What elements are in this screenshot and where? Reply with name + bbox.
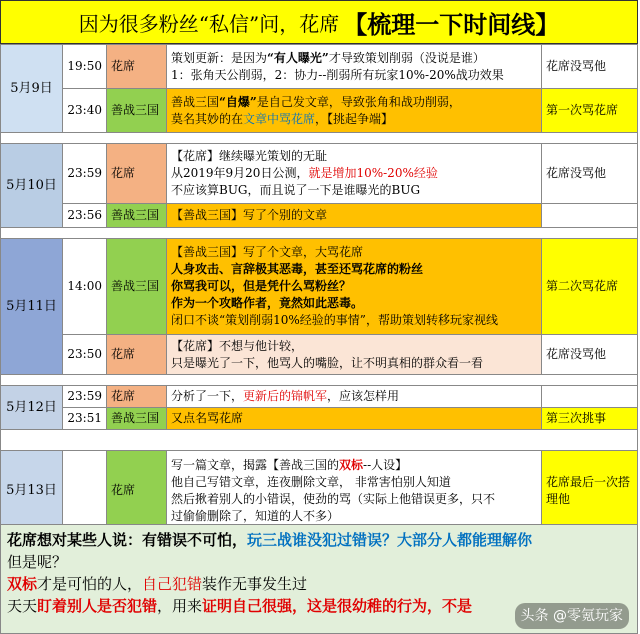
event-text: 【花席】继续曝光策划的无耻 (171, 149, 328, 163)
event-text: 闭口不谈“策划削弱10%经验的事情”，帮助策划转移玩家视线 (171, 313, 498, 327)
event-text: 不应该算BUG，而且说了一下是谁曝光的BUG (171, 183, 421, 197)
event-text: 就是增加10%-20%经验 (308, 166, 438, 180)
event-text: 是自己发文章，导致张角和战功削弱， (256, 94, 461, 109)
event-cell (167, 89, 542, 133)
date-cell: 5月13日 (1, 451, 63, 531)
event-text: 分析了一下， (171, 389, 244, 403)
table-row (1, 144, 638, 204)
time-cell: 23:40 (63, 89, 107, 133)
platform-cell: 善战三国 (107, 408, 167, 430)
platform-cell: 花席 (107, 335, 167, 375)
platform-cell: 善战三国 (107, 89, 167, 133)
event-text: 才导致策划削弱（没说是谁） (328, 50, 485, 65)
event-text: 作为一个攻略作者，竟然如此恶毒。 (171, 296, 364, 310)
platform-cell: 善战三国 (107, 239, 167, 335)
time-cell: 23:59 (63, 144, 107, 204)
event-text: “自爆” (219, 94, 257, 109)
time-cell: 23:51 (63, 408, 107, 430)
note-cell: 花席最后一次搭理他 (542, 451, 638, 531)
event-text: 从2019年9月20日公测， (171, 166, 309, 180)
footer-text: 双标 (7, 575, 38, 593)
event-text: 莫名其妙的在 (171, 111, 244, 126)
platform-cell: 善战三国 (107, 204, 167, 228)
event-text: 双标 (339, 457, 364, 472)
event-cell (167, 45, 542, 89)
event-text: 只是曝光了一下，他骂人的嘴脸，让不明真相的群众看一看 (171, 355, 484, 370)
event-text: --人设】 (363, 457, 408, 472)
table-row (1, 335, 638, 375)
event-cell (167, 335, 542, 375)
table-row (1, 89, 638, 133)
date-cell: 5月9日 (1, 45, 63, 133)
footer-text: 盯着别人是否犯错 (37, 597, 158, 615)
table-row (1, 451, 638, 531)
event-cell (167, 239, 542, 335)
title-highlight: 【梳理一下时间线】 (343, 9, 560, 39)
footer-text: 但是呢？ (7, 553, 68, 571)
event-text: 文章中骂花席 (243, 111, 316, 126)
note-cell: 花席没骂他 (542, 335, 638, 375)
time-cell: 19:50 (63, 45, 107, 89)
table-row (1, 204, 638, 228)
note-cell: 第三次挑事 (542, 408, 638, 430)
note-cell: 第二次骂花席 (542, 239, 638, 335)
note-cell (542, 204, 638, 228)
footer-text: ，用来 (157, 597, 203, 615)
table-row (1, 45, 638, 89)
event-text: 人身攻击、言辞极其恶毒，甚至还骂花席的粉丝 (171, 262, 424, 276)
footer-text: 装作无事发生过 (202, 575, 308, 593)
event-cell: 又点名骂花席 (167, 408, 542, 430)
time-cell: 23:50 (63, 335, 107, 375)
event-text: 过偷偷删除了，知道的人不多） (171, 508, 340, 523)
event-text: 你骂我可以，但是凭什么骂粉丝？ (171, 279, 352, 293)
watermark: 头条 @零氪玩家 (515, 603, 629, 629)
event-text: ，【挑起争端】 (315, 111, 394, 126)
page-title (0, 0, 638, 44)
event-text: ，应该怎样用 (327, 389, 400, 403)
time-cell: 23:56 (63, 204, 107, 228)
footer-text: 花席想对某些人说：有错误不可怕， (7, 531, 248, 549)
event-cell (167, 144, 542, 204)
title-main: 因为很多粉丝“私信”问，花席 (78, 11, 340, 36)
table-row (1, 386, 638, 408)
footer-summary (0, 524, 638, 634)
footer-text: 自己犯错 (142, 575, 203, 593)
platform-cell: 花席 (107, 451, 167, 531)
event-text: 然后揪着别人的小错误，使劲的骂（实际上他错误更多，只不 (171, 491, 496, 506)
note-cell (542, 386, 638, 408)
event-cell (167, 451, 542, 531)
platform-cell: 花席 (107, 45, 167, 89)
date-cell: 5月12日 (1, 386, 63, 430)
platform-cell: 花席 (107, 386, 167, 408)
date-cell: 5月10日 (1, 144, 63, 228)
footer-text: 证明自己很强，这是很幼稚的行为，不是 (202, 597, 473, 615)
event-text: 善战三国 (171, 94, 220, 109)
table-row (1, 408, 638, 430)
time-cell: 14:00 (63, 239, 107, 335)
event-text: 写一篇文章，揭露【善战三国的 (171, 457, 340, 472)
event-text: 策划更新：是因为 (171, 50, 268, 65)
event-text: 1：张角天公削弱，2：协力--削弱所有玩家10%-20%战功效果 (171, 67, 504, 82)
footer-text: 天天 (7, 597, 38, 615)
note-cell: 第一次骂花席 (542, 89, 638, 133)
event-text: 更新后的锦帆军 (243, 389, 328, 403)
event-text: 【花席】不想与他计较， (171, 338, 304, 353)
note-cell: 花席没骂他 (542, 144, 638, 204)
event-cell: 【善战三国】写了个别的文章 (167, 204, 542, 228)
table-row (1, 239, 638, 335)
event-text: 【善战三国】写了个文章，大骂花席 (171, 245, 364, 259)
event-text: 他自己写错文章，连夜删除文章， 非常害怕别人知道 (171, 474, 451, 489)
event-cell (167, 386, 542, 408)
date-cell: 5月11日 (1, 239, 63, 375)
footer-text: 才是可怕的人， (37, 575, 143, 593)
note-cell: 花席没骂他 (542, 45, 638, 89)
event-text: “有人曝光” (267, 50, 329, 65)
time-cell: 23:59 (63, 386, 107, 408)
time-cell (63, 451, 107, 531)
timeline-table (0, 44, 638, 531)
footer-text: 玩三战谁没犯过错误？大部分人都能理解你 (247, 531, 533, 549)
platform-cell: 花席 (107, 144, 167, 204)
